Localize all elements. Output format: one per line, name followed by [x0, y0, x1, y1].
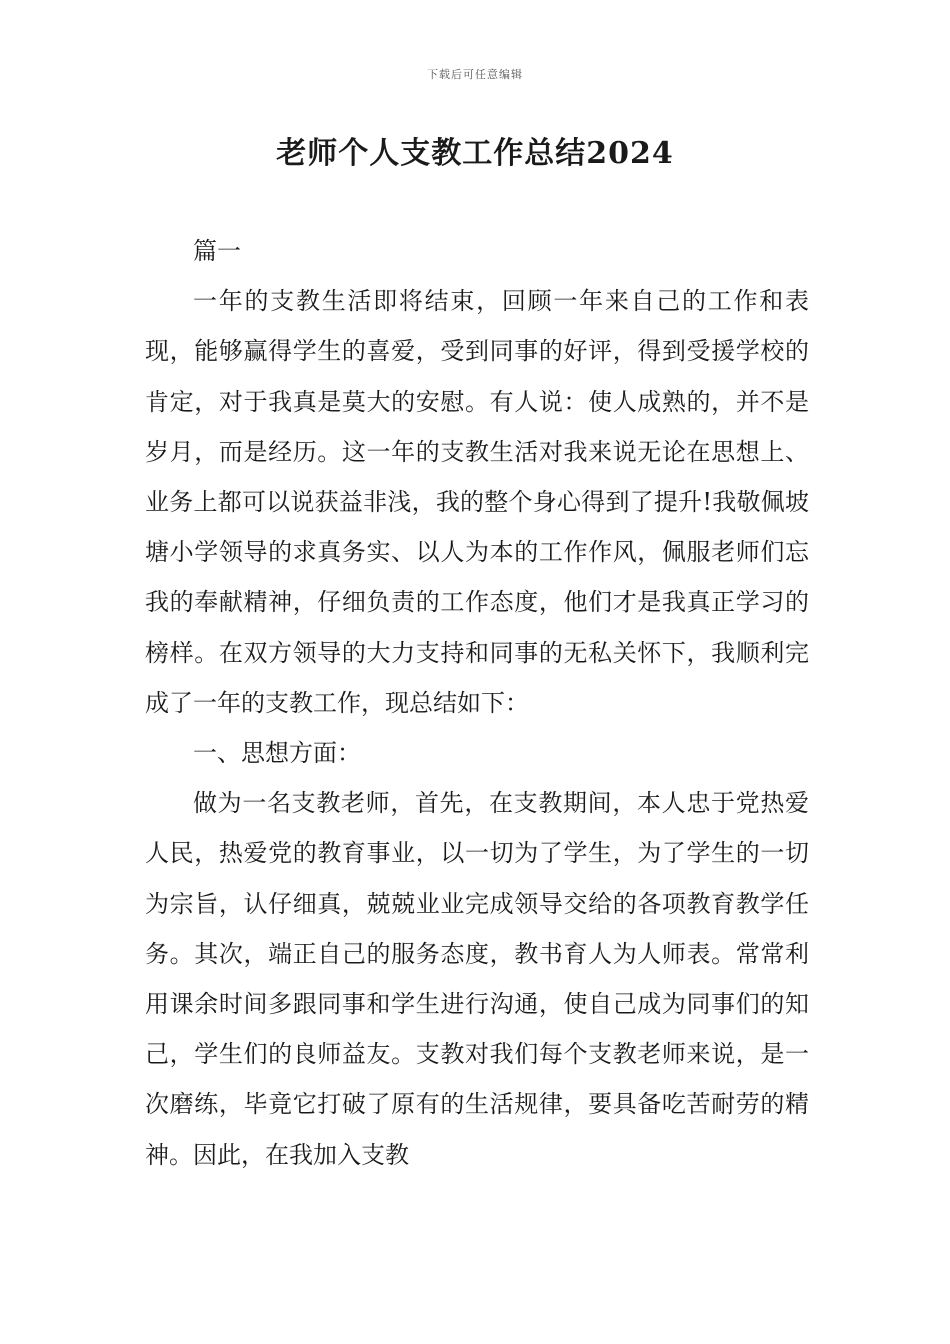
paragraph-intro: 一年的支教生活即将结束，回顾一年来自己的工作和表现，能够赢得学生的喜爱，受到同事的好评，得到受援学校的肯定，对于我真是莫大的安慰。有人说：使人成熟的，并不是岁月，而是经历。这一年的支教生活对我来说无论在思想上、业务上都可以说获益非浅，我的整个身心得到了提升!我敬佩坡塘小学领导的求真务实、以人为本的工作作风，佩服老师们忘我的奉献精神，仔细负责的工作态度，他们才是我真正学习的榜样。在双方领导的大力支持和同事的无私关怀下，我顺利完成了一年的支教工作，现总结如下： — [145, 287, 809, 717]
document-title: 老师个人支教工作总结2024 — [276, 136, 674, 171]
paragraph-section-label: 篇一 — [193, 237, 241, 265]
header-note: 下载后可任意编辑 — [427, 68, 523, 81]
paragraph-thought-body: 做为一名支教老师，首先，在支教期间，本人忠于党热爱人民，热爱党的教育事业，以一切为了学生，为了学生的一切为宗旨，认仔细真，兢兢业业完成领导交给的各项教育教学任务。其次，端正自己的服务态度，教书育人为人师表。常常利用课余时间多跟同事和学生进行沟通，使自己成为同事们的知己，学生们的良师益友。支教对我们每个支教老师来说，是一次磨练，毕竟它打破了原有的生活规律，要具备吃苦耐劳的精神。因此，在我加入支教 — [145, 789, 809, 1169]
document-body — [145, 226, 809, 1180]
paragraph-heading-thought: 一、思想方面： — [193, 739, 361, 768]
